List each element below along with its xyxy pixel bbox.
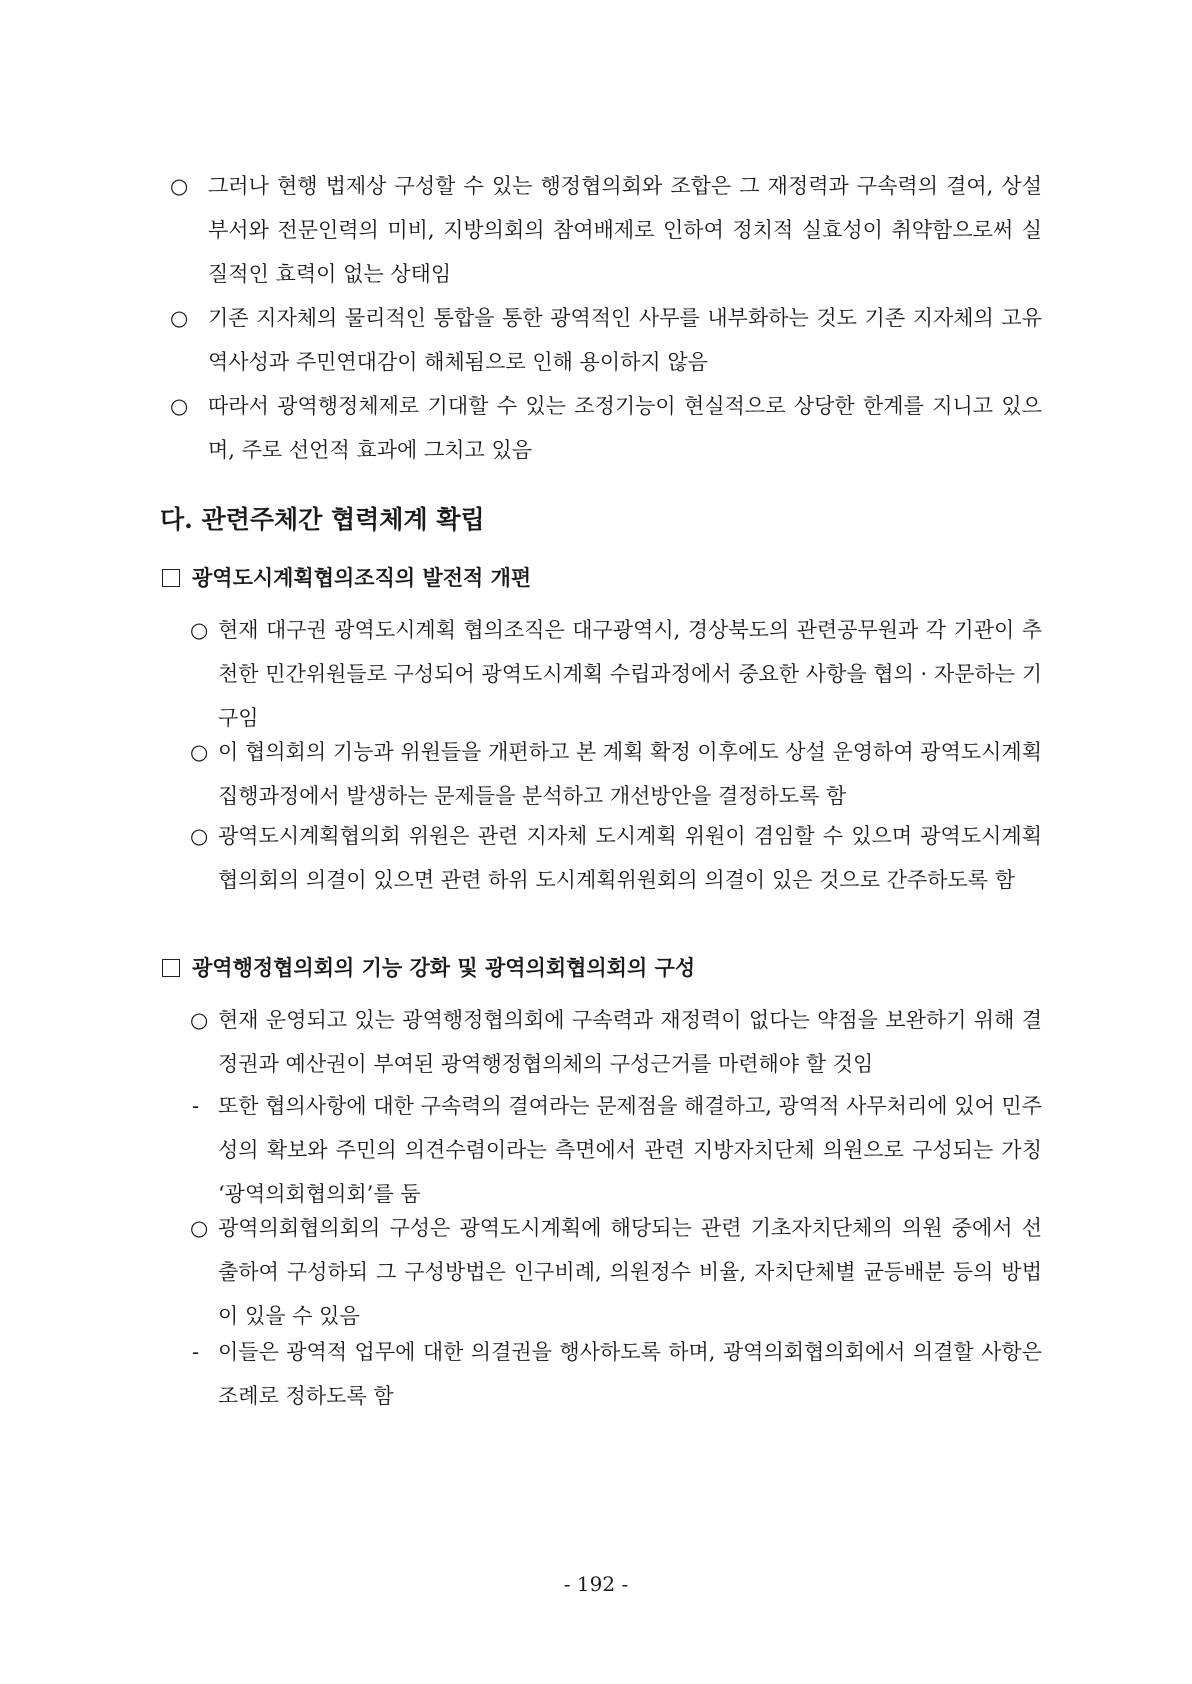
subsection-1-item-1 <box>190 608 1042 740</box>
checkbox-square-icon <box>162 959 180 977</box>
circle-bullet: ○ <box>190 618 209 642</box>
section-heading: 다. 관련주체간 협력체계 확립 <box>160 505 485 534</box>
circle-bullet: ○ <box>190 740 209 764</box>
subsection-2-dash-2 <box>192 1330 1042 1418</box>
dash-item-text: 이들은 광역적 업무에 대한 의결권을 행사하도록 하며, 광역의회협의회에서 의결할 사항은 조례로 정하도록 함 <box>218 1340 1042 1408</box>
intro-item-1 <box>170 164 1042 296</box>
subsection-item-text: 광역도시계획협의회 위원은 관련 지자체 도시계획 위원이 겸임할 수 있으며 광역도시계획협의회의 의결이 있으면 관련 하위 도시계획위원회의 의결이 있은 것으로 간주하도록 함 <box>218 824 1042 892</box>
circle-bullet: ○ <box>170 394 189 418</box>
page-number: - 192 - <box>563 1572 629 1596</box>
subsection-1-title-text: 광역도시계획협의조직의 발전적 개편 <box>192 565 532 590</box>
intro-item-text: 그러나 현행 법제상 구성할 수 있는 행정협의회와 조합은 그 재정력과 구속력의 결여, 상설부서와 전문인력의 미비, 지방의회의 참여배제로 인하여 정치적 실효성이 취약함으로써 실질적인 효력이 없는 상태임 <box>208 174 1042 286</box>
circle-bullet: ○ <box>190 1216 209 1240</box>
circle-bullet: ○ <box>170 174 189 198</box>
subsection-2-title-text: 광역행정협의회의 기능 강화 및 광역의회협의회의 구성 <box>192 955 696 980</box>
subsection-item-text: 광역의회협의회의 구성은 광역도시계획에 해당되는 관련 기초자치단체의 의원 중에서 선출하여 구성하되 그 구성방법은 인구비례, 의원정수 비율, 자치단체별 균등배분 등의 방법이 있을 수 있음 <box>218 1216 1042 1328</box>
subsection-item-text: 현재 운영되고 있는 광역행정협의회에 구속력과 재정력이 없다는 약점을 보완하기 위해 결정권과 예산권이 부여된 광역행정협의체의 구성근거를 마련해야 할 것임 <box>218 1008 1042 1076</box>
subsection-2-item-2 <box>190 1206 1042 1338</box>
subsection-1-title <box>162 563 531 593</box>
dash-bullet: - <box>192 1340 200 1364</box>
circle-bullet: ○ <box>190 824 209 848</box>
subsection-2-item-1 <box>190 998 1042 1086</box>
subsection-2-title <box>162 953 695 983</box>
subsection-item-text: 현재 대구권 광역도시계획 협의조직은 대구광역시, 경상북도의 관련공무원과 각 기관이 추천한 민간위원들로 구성되어 광역도시계획 수립과정에서 중요한 사항을 협의 · 자문하는 기구임 <box>218 618 1043 730</box>
intro-item-text: 따라서 광역행정체제로 기대할 수 있는 조정기능이 현실적으로 상당한 한계를 지니고 있으며, 주로 선언적 효과에 그치고 있음 <box>208 394 1042 462</box>
intro-item-3 <box>170 384 1042 472</box>
subsection-1-item-2 <box>190 730 1042 818</box>
subsection-2-dash-1 <box>192 1084 1042 1216</box>
subsection-1-item-3 <box>190 814 1042 902</box>
subsection-item-text: 이 협의회의 기능과 위원들을 개편하고 본 계획 확정 이후에도 상설 운영하여 광역도시계획 집행과정에서 발생하는 문제들을 분석하고 개선방안을 결정하도록 함 <box>218 740 1043 808</box>
intro-item-text: 기존 지자체의 물리적인 통합을 통한 광역적인 사무를 내부화하는 것도 기존 지자체의 고유역사성과 주민연대감이 해체됨으로 인해 용이하지 않음 <box>208 306 1042 374</box>
circle-bullet: ○ <box>190 1008 209 1032</box>
circle-bullet: ○ <box>170 306 189 330</box>
dash-item-text: 또한 협의사항에 대한 구속력의 결여라는 문제점을 해결하고, 광역적 사무처리에 있어 민주성의 확보와 주민의 의견수렴이라는 측면에서 관련 지방자치단체 의원으로 구성되는 가칭 ‘광역의회협의회’를 둠 <box>218 1094 1043 1206</box>
checkbox-square-icon <box>162 569 180 587</box>
intro-item-2 <box>170 296 1042 384</box>
dash-bullet: - <box>192 1094 200 1118</box>
